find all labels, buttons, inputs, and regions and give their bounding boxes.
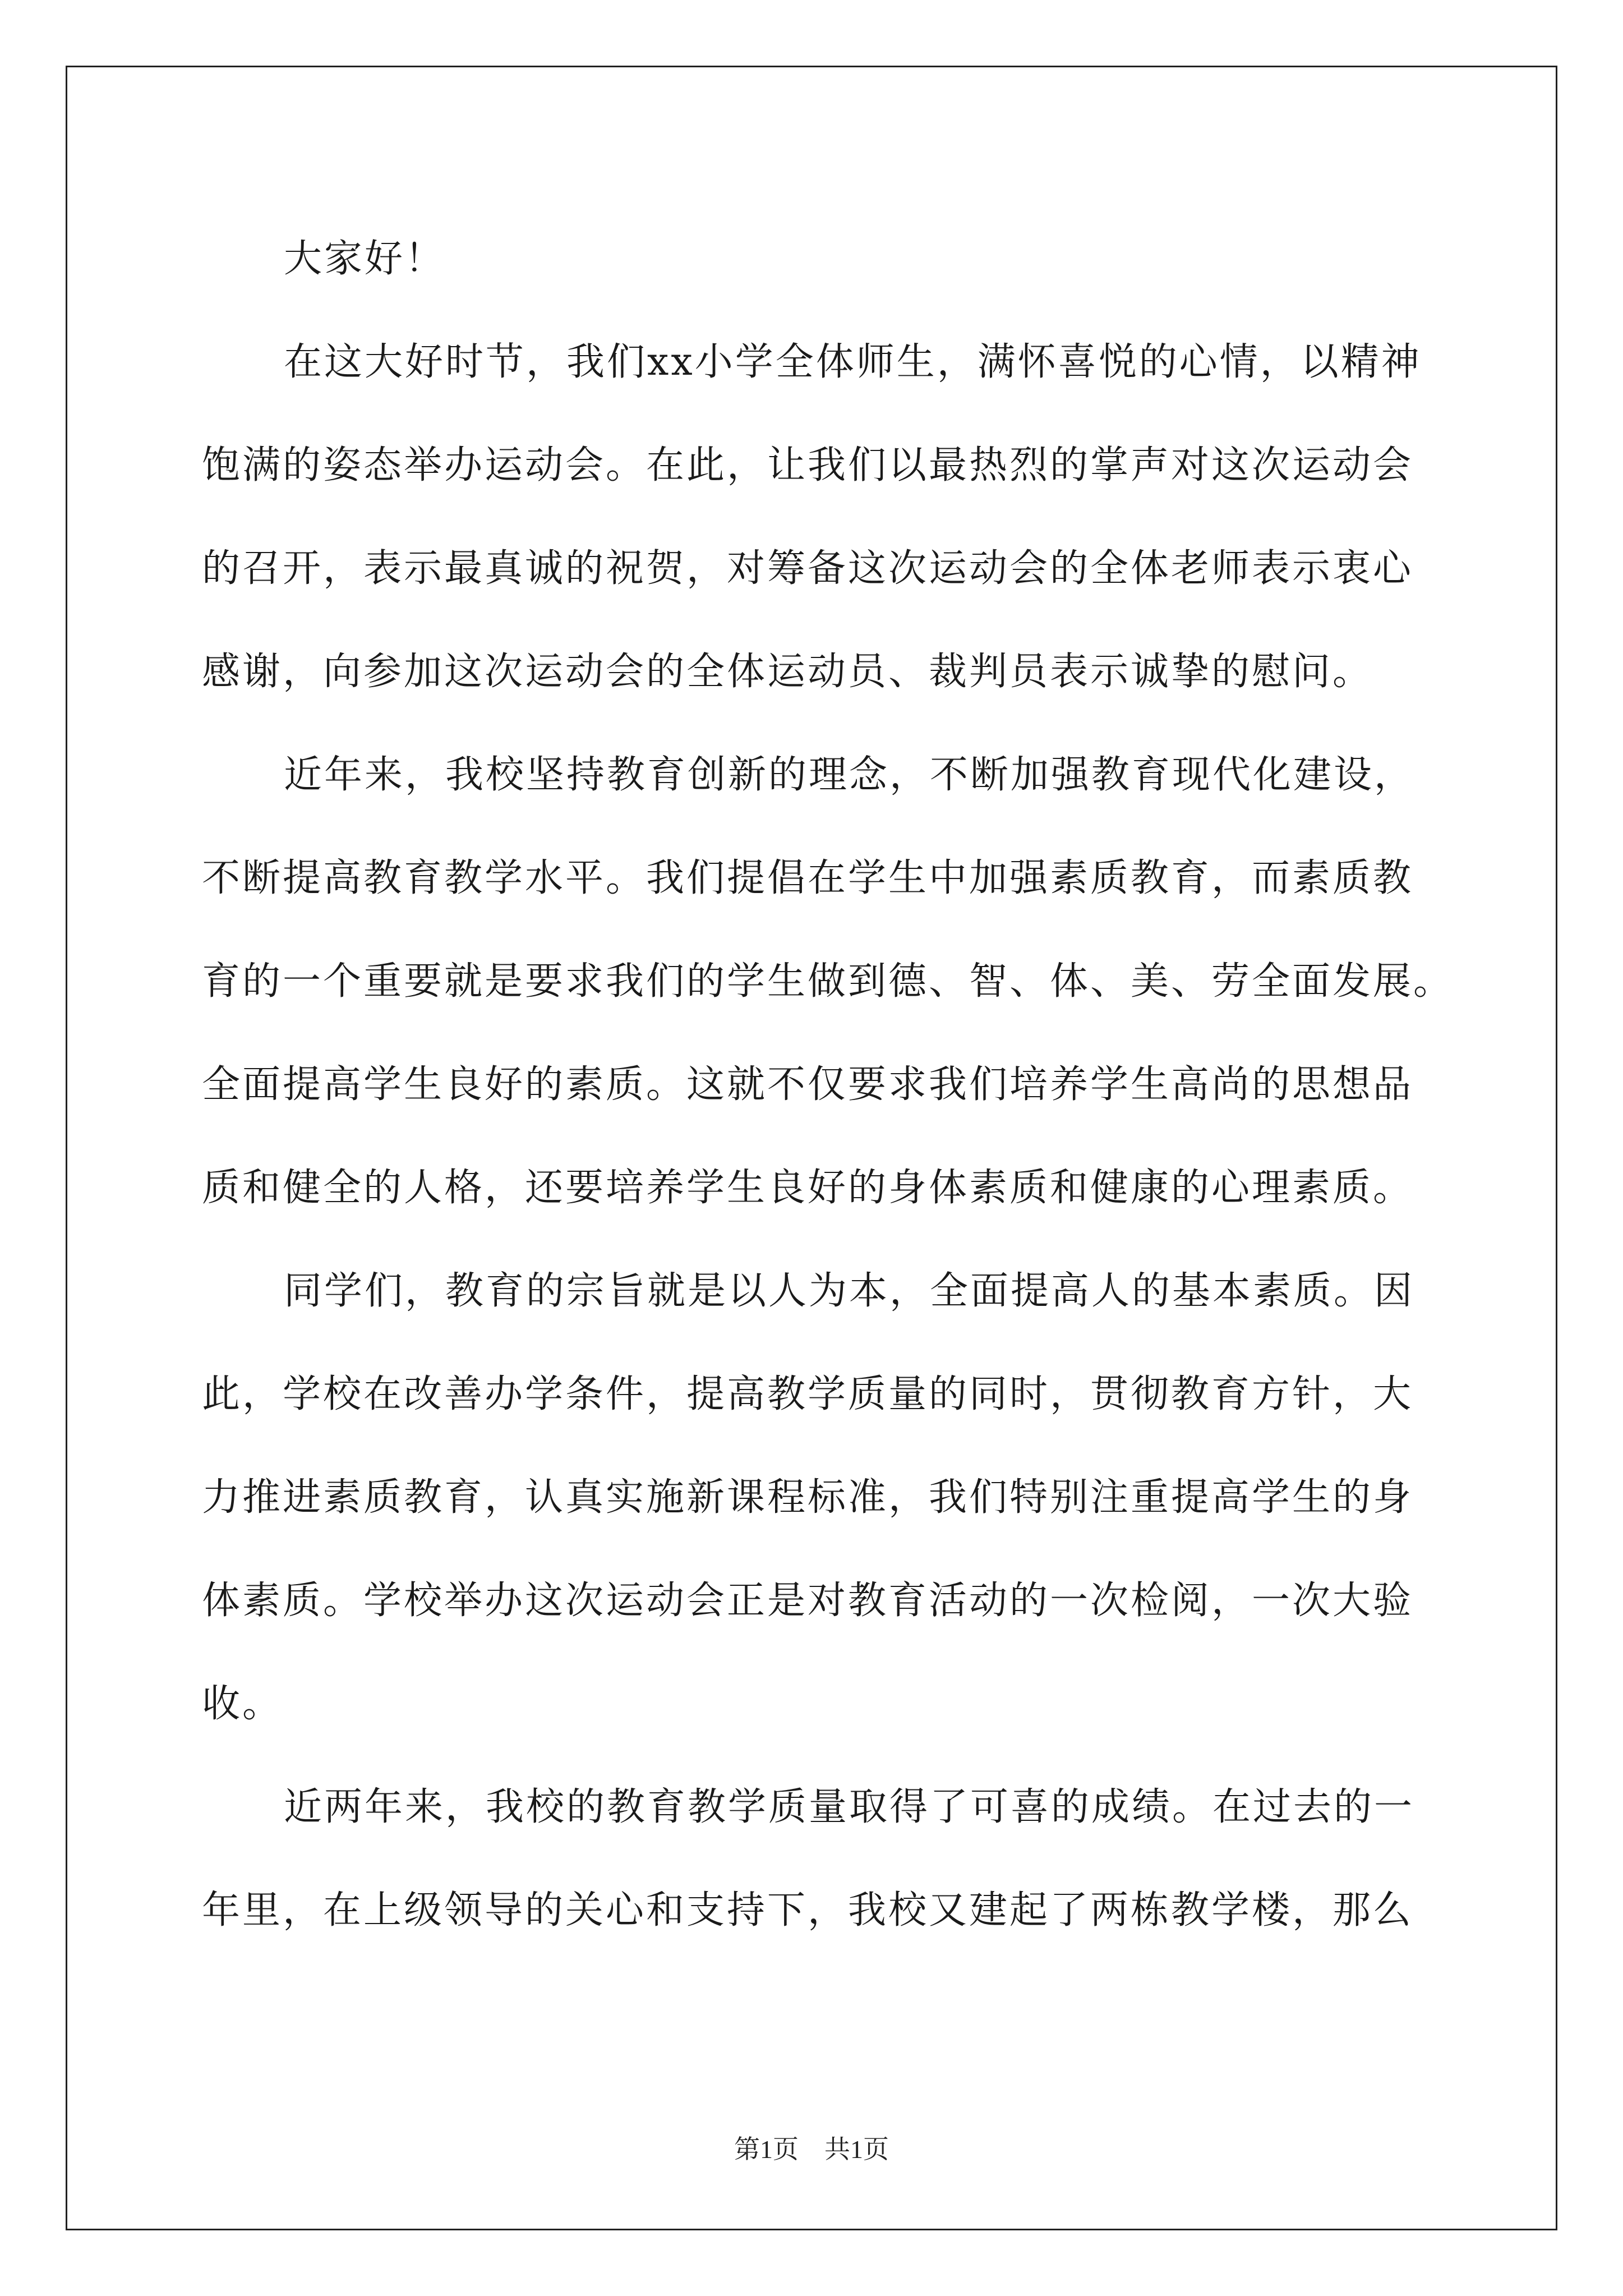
text-line: 质和健全的人格，还要培养学生良好的身体素质和健康的心理素质。 — [202, 1166, 1414, 1210]
text-line: 体素质。学校举办这次运动会正是对教育活动的一次检阅，一次大验 — [202, 1579, 1414, 1623]
page-footer — [0, 2129, 1623, 2166]
paragraph-quality-education — [202, 724, 1458, 1240]
paragraph-opening — [202, 311, 1458, 724]
text-line: 大家好！ — [284, 237, 446, 281]
text-line: 的召开，表示最真诚的祝贺，对筹备这次运动会的全体老师表示衷心 — [202, 546, 1414, 591]
text-line: 不断提高教育教学水平。我们提倡在学生中加强素质教育，而素质教 — [202, 856, 1414, 900]
text-line: 育的一个重要就是要求我们的学生做到德、智、体、美、劳全面发展。 — [202, 959, 1454, 1004]
text-line: 同学们，教育的宗旨就是以人为本，全面提高人的基本素质。因 — [284, 1269, 1415, 1313]
text-line: 力推进素质教育，认真实施新课程标准，我们特别注重提高学生的身 — [202, 1475, 1414, 1520]
text-line: 收。 — [202, 1682, 283, 1726]
document-body — [202, 208, 1458, 1962]
text-line: 在这大好时节，我们xx小学全体师生，满怀喜悦的心情，以精神 — [284, 340, 1422, 384]
text-line: 近两年来，我校的教育教学质量取得了可喜的成绩。在过去的一 — [284, 1785, 1415, 1829]
text-line: 此，学校在改善办学条件，提高教学质量的同时，贯彻教育方针，大 — [202, 1372, 1414, 1416]
paragraph-achievements — [202, 1756, 1458, 1962]
text-line: 感谢，向参加这次运动会的全体运动员、裁判员表示诚挚的慰问。 — [202, 650, 1373, 694]
paragraph-greeting — [202, 208, 1458, 311]
text-line: 全面提高学生良好的素质。这就不仅要求我们培养学生高尚的思想品 — [202, 1062, 1414, 1107]
text-line: 近年来，我校坚持教育创新的理念，不断加强教育现代化建设， — [284, 753, 1415, 797]
page-total: 共1页 — [824, 2135, 889, 2164]
paragraph-education-purpose — [202, 1240, 1458, 1756]
text-line: 饱满的姿态举办运动会。在此，让我们以最热烈的掌声对这次运动会 — [202, 443, 1414, 487]
page-number: 第1页 — [734, 2135, 799, 2164]
text-line: 年里，在上级领导的关心和支持下，我校又建起了两栋教学楼，那么 — [202, 1888, 1414, 1932]
